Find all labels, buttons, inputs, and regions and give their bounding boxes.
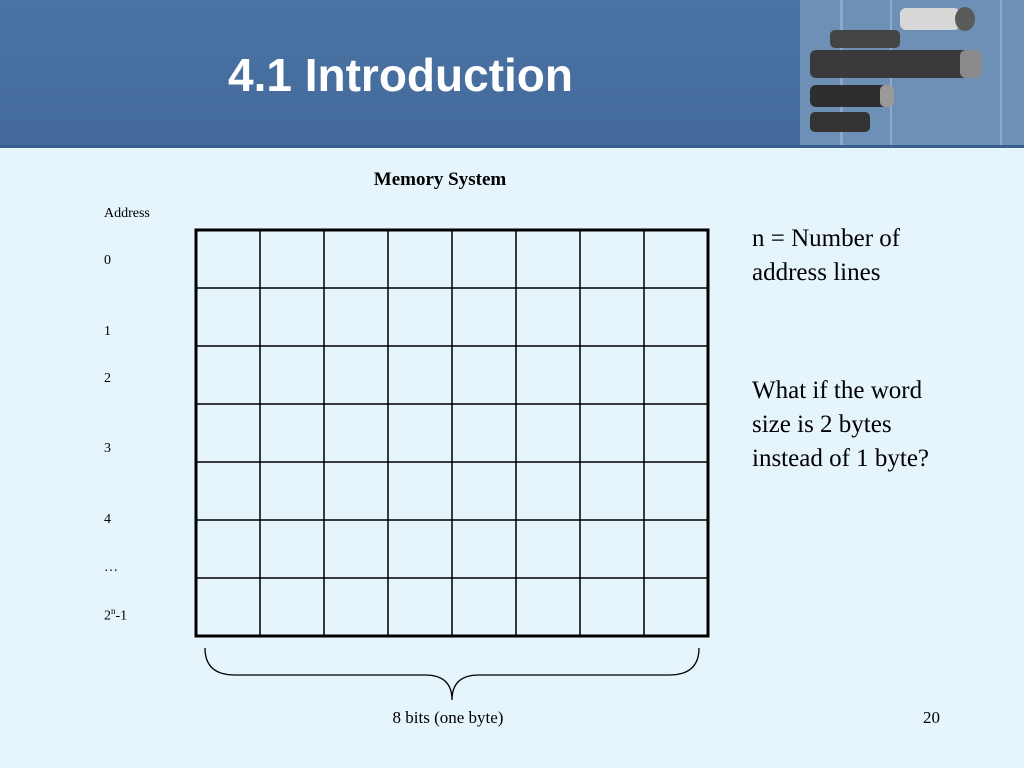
memory-cell-r1-c0 [196,288,260,346]
memory-cell-r1-c6 [580,288,644,346]
memory-cell-r1-c5 [516,288,580,346]
memory-cell-r5-c5 [516,520,580,578]
address-last-suffix: -1 [115,608,128,624]
memory-cell-r0-c1 [260,230,324,288]
memory-cell-r5-c3 [388,520,452,578]
memory-cell-r6-c6 [580,578,644,636]
memory-cell-r4-c3 [388,462,452,520]
memory-cell-r1-c3 [388,288,452,346]
memory-cell-r5-c6 [580,520,644,578]
memory-cell-r0-c6 [580,230,644,288]
memory-cell-r2-c4 [452,346,516,404]
memory-cell-r2-c7 [644,346,708,404]
memory-cell-r4-c4 [452,462,516,520]
memory-cell-r6-c4 [452,578,516,636]
memory-cell-r6-c5 [516,578,580,636]
memory-cell-r3-c3 [388,404,452,462]
memory-cell-r1-c1 [260,288,324,346]
memory-cell-r4-c1 [260,462,324,520]
memory-cell-r6-c7 [644,578,708,636]
note-word-size: What if the word size is 2 bytes instead of 1 byte? [752,377,930,472]
memory-cell-r6-c0 [196,578,260,636]
memory-cell-r0-c5 [516,230,580,288]
memory-cell-r1-c7 [644,288,708,346]
memory-cell-r2-c6 [580,346,644,404]
byte-brace-label: 8 bits (one byte) [392,708,504,727]
memory-cell-r3-c5 [516,404,580,462]
memory-cell-r6-c2 [324,578,388,636]
page-number: 20 [923,708,940,727]
address-label-0: 0 [104,253,111,268]
memory-cell-r2-c0 [196,346,260,404]
diagram-title: Memory System [373,169,507,190]
address-label-4: 4 [104,512,111,527]
address-last-exponent: n [111,606,116,616]
memory-cell-r3-c1 [260,404,324,462]
memory-cell-r6-c1 [260,578,324,636]
address-label-2: 2 [104,371,111,386]
address-label-ellipsis: … [104,560,118,575]
memory-cell-r5-c7 [644,520,708,578]
address-label-3: 3 [104,441,111,456]
memory-cell-r3-c4 [452,404,516,462]
memory-cell-r5-c0 [196,520,260,578]
memory-cell-r1-c4 [452,288,516,346]
byte-brace [205,648,699,700]
memory-cell-r4-c7 [644,462,708,520]
memory-cell-r5-c2 [324,520,388,578]
memory-cell-r0-c4 [452,230,516,288]
address-last-base: 2 [104,608,111,624]
memory-cell-r2-c5 [516,346,580,404]
memory-cell-r2-c1 [260,346,324,404]
memory-cell-r2-c2 [324,346,388,404]
memory-cell-r5-c4 [452,520,516,578]
memory-cell-r0-c0 [196,230,260,288]
memory-cell-r3-c6 [580,404,644,462]
memory-cell-r4-c6 [580,462,644,520]
note-address-lines: n = Number of address lines [752,225,901,286]
memory-cell-r1-c2 [324,288,388,346]
memory-cell-r6-c3 [388,578,452,636]
memory-cell-r0-c3 [388,230,452,288]
memory-cell-r0-c2 [324,230,388,288]
memory-cell-r4-c2 [324,462,388,520]
memory-cell-r2-c3 [388,346,452,404]
memory-cell-r4-c0 [196,462,260,520]
address-label-1: 1 [104,324,111,339]
slide-title: 4.1 Introduction [228,49,573,101]
memory-cell-r3-c0 [196,404,260,462]
memory-cell-r4-c5 [516,462,580,520]
address-header: Address [104,206,150,221]
memory-cell-r0-c7 [644,230,708,288]
memory-cell-r5-c1 [260,520,324,578]
memory-cell-r3-c2 [324,404,388,462]
memory-cell-r3-c7 [644,404,708,462]
